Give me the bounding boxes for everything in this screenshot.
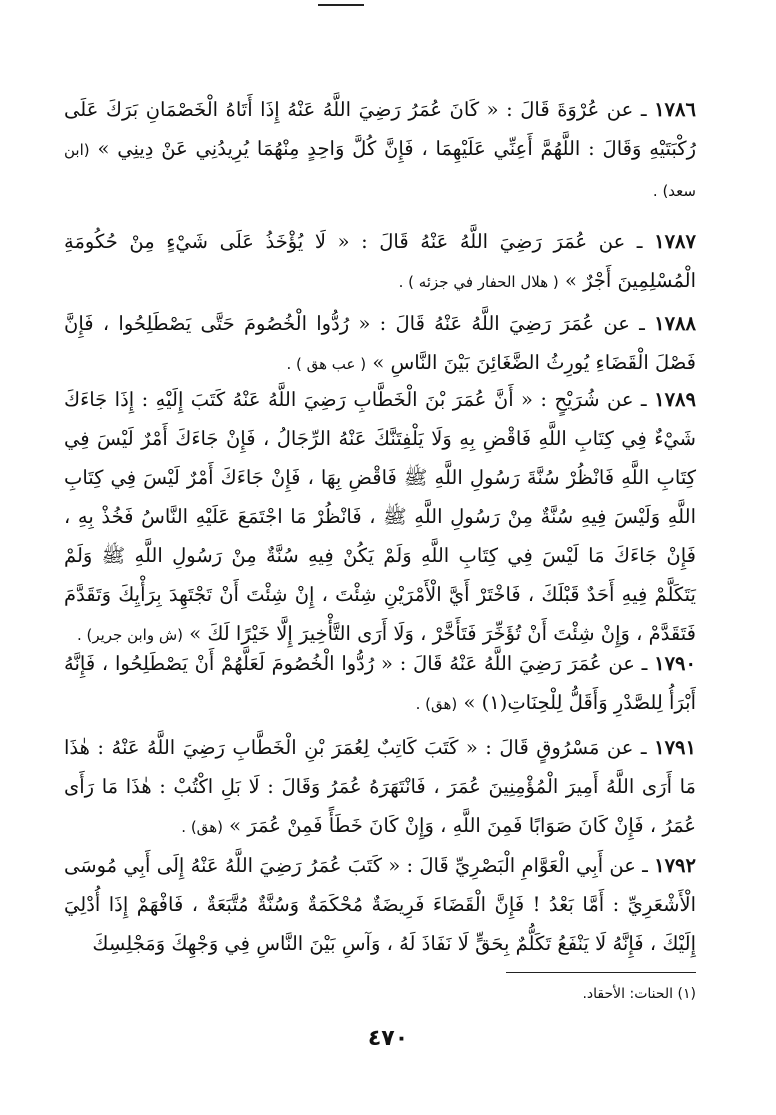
entry-text: ـ عن عُمَرَ رَضِيَ اللَّهُ عَنْهُ قَالَ : « لَا يُؤْخَذُ عَلَى شَيْءٍ مِنْ حُكُومَةِ الْمُسْلِمِينَ أَجْرٌ » bbox=[64, 230, 696, 292]
hadith-entry-1792 bbox=[64, 846, 696, 966]
entry-source: (ش وابن جرير) . bbox=[76, 626, 184, 644]
entry-source: (هق) . bbox=[181, 818, 223, 836]
entry-number: ١٧٩٢ bbox=[654, 854, 697, 877]
hadith-entry-1789 bbox=[64, 380, 696, 645]
entry-text: ـ عن مَسْرُوقٍ قَالَ : « كَتَبَ كَاتِبٌ لِعُمَرَ بْنِ الْخَطَّابِ رَضِيَ اللَّهُ عَنْهُ : هٰذَا مَا أَرَى اللَّهُ أَمِيرَ الْمُؤْمِنِينَ عُمَرَ ، فَانْتَهَرَهُ عُمَرُ وَقَالَ : لَا بَلِ اكْتُبْ : هٰذَا مَا رَأَى عُمَرُ ، فَإِنْ كَانَ صَوَابًا فَمِنَ اللَّهِ ، وَإِنْ كَانَ خَطَأً فَمِنْ عُمَرَ » bbox=[64, 736, 696, 837]
entry-number: ١٧٨٦ bbox=[654, 98, 696, 121]
entry-text: ـ عن عُمَرَ رَضِيَ اللَّهُ عَنْهُ قَالَ : « رُدُّوا الْخُصُومَ لَعَلَّهُمْ أَنْ يَصْطَلِحُوا ، فَإِنَّهُ أَبْرَأُ لِلصَّدْرِ وَأَقَلُّ لِلْحِنَاتِ(١) » bbox=[64, 652, 696, 714]
hadith-entry-1791 bbox=[64, 728, 696, 848]
entry-number: ١٧٩١ bbox=[654, 736, 697, 759]
footnote: (١) الحنات: الأحقاد. bbox=[582, 986, 696, 1002]
entry-source: ( عب هق ) . bbox=[286, 355, 367, 373]
entry-number: ١٧٨٩ bbox=[654, 388, 696, 411]
footnote-separator bbox=[506, 972, 696, 973]
hadith-entry-1790 bbox=[64, 644, 696, 724]
entry-text: ـ عن عُرْوَةَ قَالَ : « كَانَ عُمَرُ رَضِيَ اللَّهُ عَنْهُ إِذَا أَتَاهُ الْخَصْمَانِ بَرَكَ عَلَى رُكْبَتَيْهِ وَقَالَ : اللَّهُمَّ أَعِنِّي عَلَيْهِمَا ، فَإِنَّ كُلَّ وَاحِدٍ مِنْهُمَا يُرِيدُنِي عَنْ دِينِي » bbox=[64, 98, 696, 160]
entry-source: (هق) . bbox=[415, 695, 458, 713]
entry-source: (ابن سعد) . bbox=[64, 141, 696, 200]
entry-text: ـ عن أَبِي الْعَوَّامِ الْبَصْرِيِّ قَالَ : « كَتَبَ عُمَرُ رَضِيَ اللَّهُ عَنْهُ إِلَى أَبِي مُوسَى الْأَشْعَرِيِّ : أَمَّا بَعْدُ ! فَإِنَّ الْقَضَاءَ فَرِيضَةٌ مُحْكَمَةٌ وَسُنَّةٌ مُتَّبَعَةٌ ، فَافْهَمْ إِذَا أُدْلِيَ إِلَيْكَ ، فَإِنَّهُ لَا يَنْفَعُ تَكَلُّمٌ بِحَقٍّ لَا نَفَاذَ لَهُ ، وَآسِ بَيْنَ النَّاسِ فِي وَجْهِكَ وَمَجْلِسِكَ bbox=[64, 854, 696, 955]
page-number: ٤٧٠ bbox=[367, 1026, 409, 1051]
hadith-entry-1788 bbox=[64, 304, 696, 384]
entry-number: ١٧٨٨ bbox=[654, 312, 696, 335]
entry-text: ـ عن شُرَيْحٍ : « أَنَّ عُمَرَ بْنَ الْخَطَّابِ رَضِيَ اللَّهُ عَنْهُ كَتَبَ إِلَيْهِ : إِذَا جَاءَكَ شَيْءٌ فِي كِتَابِ اللَّهِ فَاقْضِ بِهِ وَلَا يَلْفِتَنَّكَ عَنْهُ الرِّجَالُ ، فَإِنْ جَاءَكَ أَمْرٌ لَيْسَ فِي كِتَابِ اللَّهِ فَانْظُرْ سُنَّةَ رَسُولِ اللَّهِ ﷺ فَاقْضِ بِهَا ، فَإِنْ جَاءَكَ أَمْرٌ لَيْسَ فِي كِتَابِ اللَّهِ وَلَيْسَ فِيهِ سُنَّةٌ مِنْ رَسُولِ اللَّهِ ﷺ ، فَانْظُرْ مَا اجْتَمَعَ عَلَيْهِ النَّاسُ فَخُذْ بِهِ ، فَإِنْ جَاءَكَ مَا لَيْسَ فِي كِتَابِ اللَّهِ وَلَمْ يَكُنْ فِيهِ سُنَّةٌ مِنْ رَسُولِ اللَّهِ ﷺ وَلَمْ يَتَكَلَّمْ فِيهِ أَحَدٌ قَبْلَكَ ، فَاخْتَرْ أَيَّ الْأَمْرَيْنِ شِئْتَ ، إِنْ شِئْتَ أَنْ تَجْتَهِدَ بِرَأْيِكَ وَتَقَدَّمَ فَتَقَدَّمْ ، وَإِنْ شِئْتَ أَنْ تُؤَخِّرَ فَتَأَخَّرْ ، وَلَا أَرَى التَّأْخِيرَ إِلَّا خَيْرًا لَكَ » bbox=[64, 388, 696, 645]
entry-number: ١٧٩٠ bbox=[654, 652, 696, 675]
entry-number: ١٧٨٧ bbox=[654, 230, 696, 253]
entry-source: ( هلال الحفار في جزئه ) . bbox=[398, 273, 559, 291]
hadith-entry-1787 bbox=[64, 222, 696, 302]
entry-text: ـ عن عُمَرَ رَضِيَ اللَّهُ عَنْهُ قَالَ : « رُدُّوا الْخُصُومَ حَتَّى يَصْطَلِحُوا ، فَإِنَّ فَصْلَ الْقَضَاءِ يُورِثُ الضَّغَائِنَ بَيْنَ النَّاسِ » bbox=[64, 312, 696, 374]
top-rule bbox=[318, 4, 364, 6]
